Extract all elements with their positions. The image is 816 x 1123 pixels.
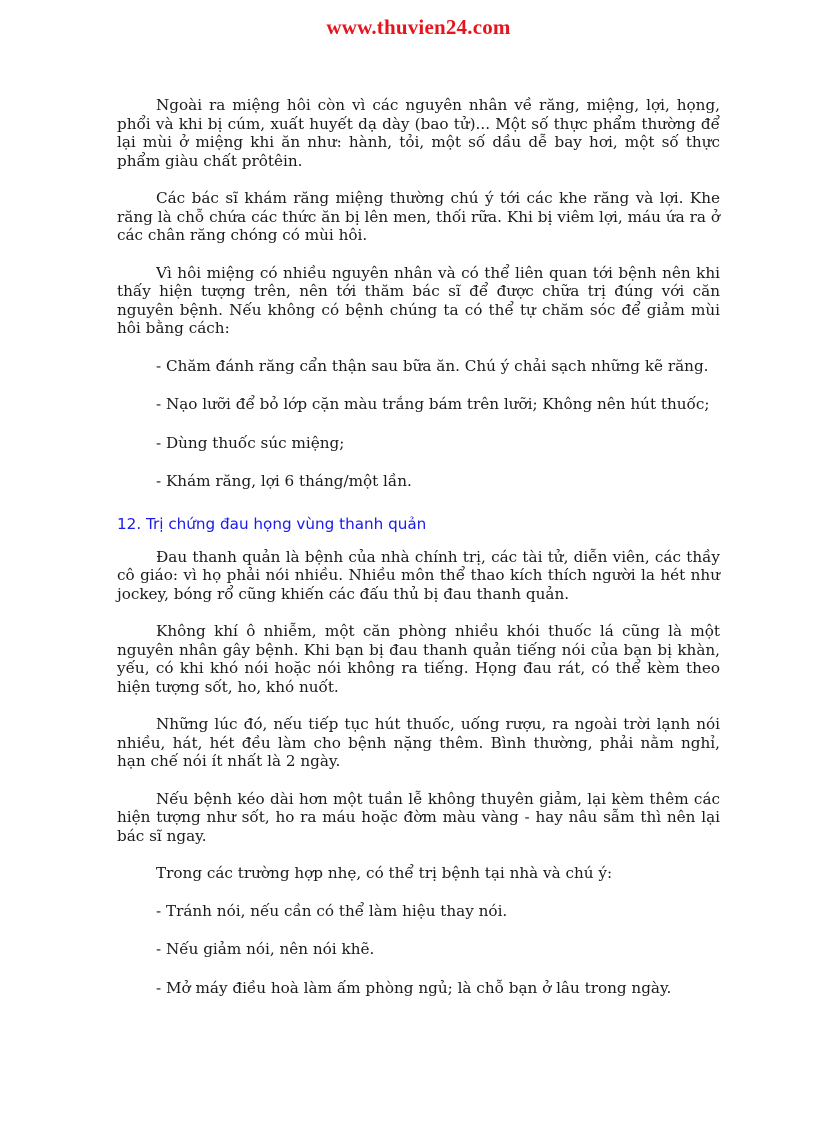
list-item: - Chăm đánh răng cẩn thận sau bữa ăn. Chú ý chải sạch những kẽ răng. xyxy=(156,356,709,375)
paragraph: Trong các trường hợp nhẹ, có thể trị bệnh tại nhà và chú ý: xyxy=(156,864,613,882)
list-item: - Mở máy điều hoà làm ấm phòng ngủ; là chỗ bạn ở lâu trong ngày. xyxy=(156,978,672,997)
paragraph: Các bác sĩ khám răng miệng thường chú ý tới các khe răng và lợi. Khe răng là chỗ chứa các thức ăn bị lên men, thối rữa. Khi bị viêm lợi, máu ứa ra ở các chân răng chóng có mùi hôi. xyxy=(117,189,720,244)
site-header-link[interactable]: www.thuvien24.com xyxy=(326,15,511,39)
paragraph: Những lúc đó, nếu tiếp tục hút thuốc, uống rượu, ra ngoài trời lạnh nói nhiều, hát, hét đều làm cho bệnh nặng thêm. Bình thường, phải nằm nghỉ, hạn chế nói ít nhất là 2 ngày. xyxy=(117,715,720,770)
list-item: - Nạo lưỡi để bỏ lớp cặn màu trắng bám trên lưỡi; Không nên hút thuốc; xyxy=(156,395,710,413)
document-body xyxy=(117,96,720,997)
list-item: - Nếu giảm nói, nên nói khẽ. xyxy=(156,940,375,958)
paragraph: Ngoài ra miệng hôi còn vì các nguyên nhân về răng, miệng, lợi, họng, phổi và khi bị cúm, xuất huyết dạ dày (bao tử)... Một số thực phẩm thường để lại mùi ở miệng khi ăn như: hành, tỏi, một số dầu dễ bay hơi, một số thực phẩm giàu chất prôtêin. xyxy=(117,96,720,170)
paragraph: Nếu bệnh kéo dài hơn một tuần lễ không thuyên giảm, lại kèm thêm các hiện tượng như sốt, ho ra máu hoặc đờm màu vàng - hay nâu sẫm thì nên lại bác sĩ ngay. xyxy=(117,789,720,845)
list-item: - Khám răng, lợi 6 tháng/một lần. xyxy=(156,472,412,490)
list-item: - Dùng thuốc súc miệng; xyxy=(156,433,345,452)
list-item: - Tránh nói, nếu cần có thể làm hiệu thay nói. xyxy=(156,901,508,920)
paragraph: Vì hôi miệng có nhiều nguyên nhân và có thể liên quan tới bệnh nên khi thấy hiện tượng trên, nên tới thăm bác sĩ để được chữa trị đúng với căn nguyên bệnh. Nếu không có bệnh chúng ta có thể tự chăm sóc để giảm mùi hôi bằng cách: xyxy=(117,263,720,337)
paragraph: Đau thanh quản là bệnh của nhà chính trị, các tài tử, diễn viên, các thầy cô giáo: vì họ phải nói nhiều. Nhiều môn thể thao kích thích người la hét như jockey, bóng rổ cũng khiến các đấu thủ bị đau thanh quản. xyxy=(117,547,720,603)
section-heading: 12. Trị chứng đau họng vùng thanh quản xyxy=(117,514,427,533)
paragraph: Không khí ô nhiễm, một căn phòng nhiều khói thuốc lá cũng là một nguyên nhân gây bệnh. Khi bạn bị đau thanh quản tiếng nói của bạn bị khàn, yếu, có khi khó nói hoặc nói không ra tiếng. Họng đau rát, có thể kèm theo hiện tượng sốt, ho, khó nuốt. xyxy=(117,622,720,696)
